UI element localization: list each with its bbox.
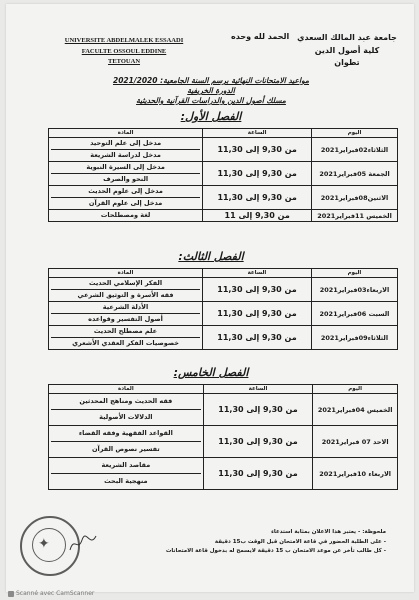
table-row <box>49 302 398 326</box>
exam-time: من 9,30 إلى 11,30 <box>203 138 312 162</box>
column-header-subject: المادة <box>49 269 203 278</box>
exam-subject: خصوصيات الفكر العقدي الأشعري <box>51 337 200 349</box>
exam-day: الخميس 11فبراير2021 <box>312 210 398 222</box>
exam-subject: الفكر الإسلامي الحديث <box>88 279 163 287</box>
exam-subject: مدخل إلى علوم القرآن <box>51 197 200 209</box>
exam-day: السبت 06فبراير2021 <box>311 302 397 326</box>
university-name-ar: جامعة عبد المالك السعدي <box>297 33 397 42</box>
star-icon: ✦ <box>38 536 50 552</box>
header-invocation: الحمد لله وحده <box>231 32 290 41</box>
university-name: UNIVERSITE ABDELMALEK ESSAADI <box>64 37 184 44</box>
table-header-row <box>49 129 398 138</box>
exam-subjects <box>49 302 203 326</box>
table-row <box>49 326 398 350</box>
exam-subject: الأدلة الشرعية <box>102 303 149 311</box>
exam-time: من 9,30 إلى 11,30 <box>203 302 312 326</box>
exam-subjects <box>49 138 203 162</box>
note-line: ملحوظة: - يعتبر هذا الاعلان بمثابة استدعاء <box>271 529 386 535</box>
table-row <box>49 458 398 490</box>
exam-time: من 9,30 إلى 11,30 <box>203 162 312 186</box>
exam-subjects <box>49 278 203 302</box>
city-name: TETOUAN <box>107 58 141 65</box>
exam-time: من 9,30 إلى 11,30 <box>203 326 312 350</box>
table-row <box>49 138 398 162</box>
exam-subjects <box>49 162 203 186</box>
exam-subjects <box>49 326 203 350</box>
exam-day: الاربعاء 10فبراير2021 <box>313 458 398 490</box>
column-header-day: اليوم <box>311 269 397 278</box>
exam-day: الاحد 07 فبراير2021 <box>313 426 398 458</box>
note-line: - على الطلبة الحضور في قاعة الامتحان قبل الوقت ب15 دقيقة <box>214 538 386 545</box>
section-title: الفصل الخامس: <box>173 366 249 379</box>
city-name-ar: تطوان <box>334 58 360 67</box>
exam-subject: تفسير نصوص القرآن <box>51 441 201 457</box>
table-row <box>49 186 398 210</box>
header-latin <box>64 36 184 68</box>
column-header-time: الساعة <box>203 269 312 278</box>
scanner-watermark <box>8 590 94 597</box>
camscanner-icon <box>8 591 14 597</box>
scanner-text: Scanné avec CamScanner <box>16 590 95 597</box>
exam-subjects <box>49 210 203 222</box>
exam-day: الثلاثاء02فبراير2021 <box>312 138 398 162</box>
exam-subjects <box>49 458 204 490</box>
column-header-time: الساعة <box>203 385 313 394</box>
exam-subject: مدخل إلى علوم الحديث <box>88 187 163 195</box>
exam-day: الخميس 04فبراير2021 <box>313 394 398 426</box>
table-header-row <box>49 269 398 278</box>
table-row <box>49 426 398 458</box>
table-header-row <box>49 385 398 394</box>
table-row <box>49 162 398 186</box>
section-title: الفصل الأول: <box>180 110 242 123</box>
title-line-1: مواعيد الامتحانات النهائية برسم السنة الجامعية: 2021/2020 <box>112 76 310 85</box>
exam-subject: مدخل إلى علم التوحيد <box>90 139 162 147</box>
exam-subject: مدخل لدراسة الشريعة <box>51 149 200 161</box>
exam-subject: لغة ومصطلحات <box>100 211 151 219</box>
exam-time: من 9,30 إلى 11 <box>203 210 312 222</box>
exam-day: الاربعاء03فبراير2021 <box>311 278 397 302</box>
signature <box>68 532 98 554</box>
column-header-time: الساعة <box>203 129 312 138</box>
exam-subject: مقاصد الشريعة <box>101 461 151 469</box>
exam-subject: منهجية البحث <box>51 473 201 489</box>
table-row <box>49 394 398 426</box>
exam-subject: النحو والصرف <box>51 173 200 185</box>
exam-subject: علم مصطلح الحديث <box>93 327 158 335</box>
exam-time: من 9,30 إلى 11,30 <box>203 278 312 302</box>
faculty-name-ar: كلية أصول الدين <box>314 45 380 55</box>
exam-day: الاثنين08فبراير2021 <box>312 186 398 210</box>
title-line-2: الدورة الخريفية <box>187 86 235 95</box>
exam-subjects <box>49 394 204 426</box>
exam-subject: مدخل إلى السيرة النبوية <box>86 163 165 171</box>
column-header-day: اليوم <box>313 385 398 394</box>
exam-subject: فقه الأسرة و التوثيق الشرعي <box>51 289 200 301</box>
schedule-table <box>48 128 398 222</box>
section-title: الفصل الثالث: <box>178 250 244 263</box>
note-line: - كل طالب تأخر عن موعد الامتحان ب 15 دقيقة لايسمح له بدخول قاعة الامتحانات <box>165 548 386 554</box>
exam-time: من 9,30 إلى 11,30 <box>203 458 313 490</box>
document-title <box>66 76 356 106</box>
faculty-name: FACULTE OSSOUL EDDINE <box>81 47 167 55</box>
column-header-subject: المادة <box>49 385 204 394</box>
exam-time: من 9,30 إلى 11,30 <box>203 186 312 210</box>
column-header-day: اليوم <box>312 129 398 138</box>
exam-time: من 9,30 إلى 11,30 <box>203 426 313 458</box>
exam-time: من 9,30 إلى 11,30 <box>203 394 313 426</box>
header-arabic <box>292 32 402 70</box>
table-row <box>49 278 398 302</box>
exam-subjects <box>49 426 204 458</box>
schedule-table <box>48 268 398 350</box>
exam-subject: أصول التفسير وقواعده <box>51 313 200 325</box>
exam-subjects <box>49 186 203 210</box>
document-page <box>6 4 414 592</box>
exam-day: الثلاثاء09فبراير2021 <box>311 326 397 350</box>
table-row <box>49 210 398 222</box>
exam-subject: الدلالات الأصولية <box>51 409 201 425</box>
schedule-table <box>48 384 398 490</box>
title-line-3: مسلك أصول الدين والدراسات القرآنية والحديثية <box>136 96 286 105</box>
exam-subject: فقه الحديث ومناهج المحدثين <box>79 397 173 405</box>
column-header-subject: المادة <box>49 129 203 138</box>
exam-day: الجمعة 05فبراير2021 <box>312 162 398 186</box>
exam-subject: القواعد الفقهية وفقه القضاء <box>78 429 173 437</box>
